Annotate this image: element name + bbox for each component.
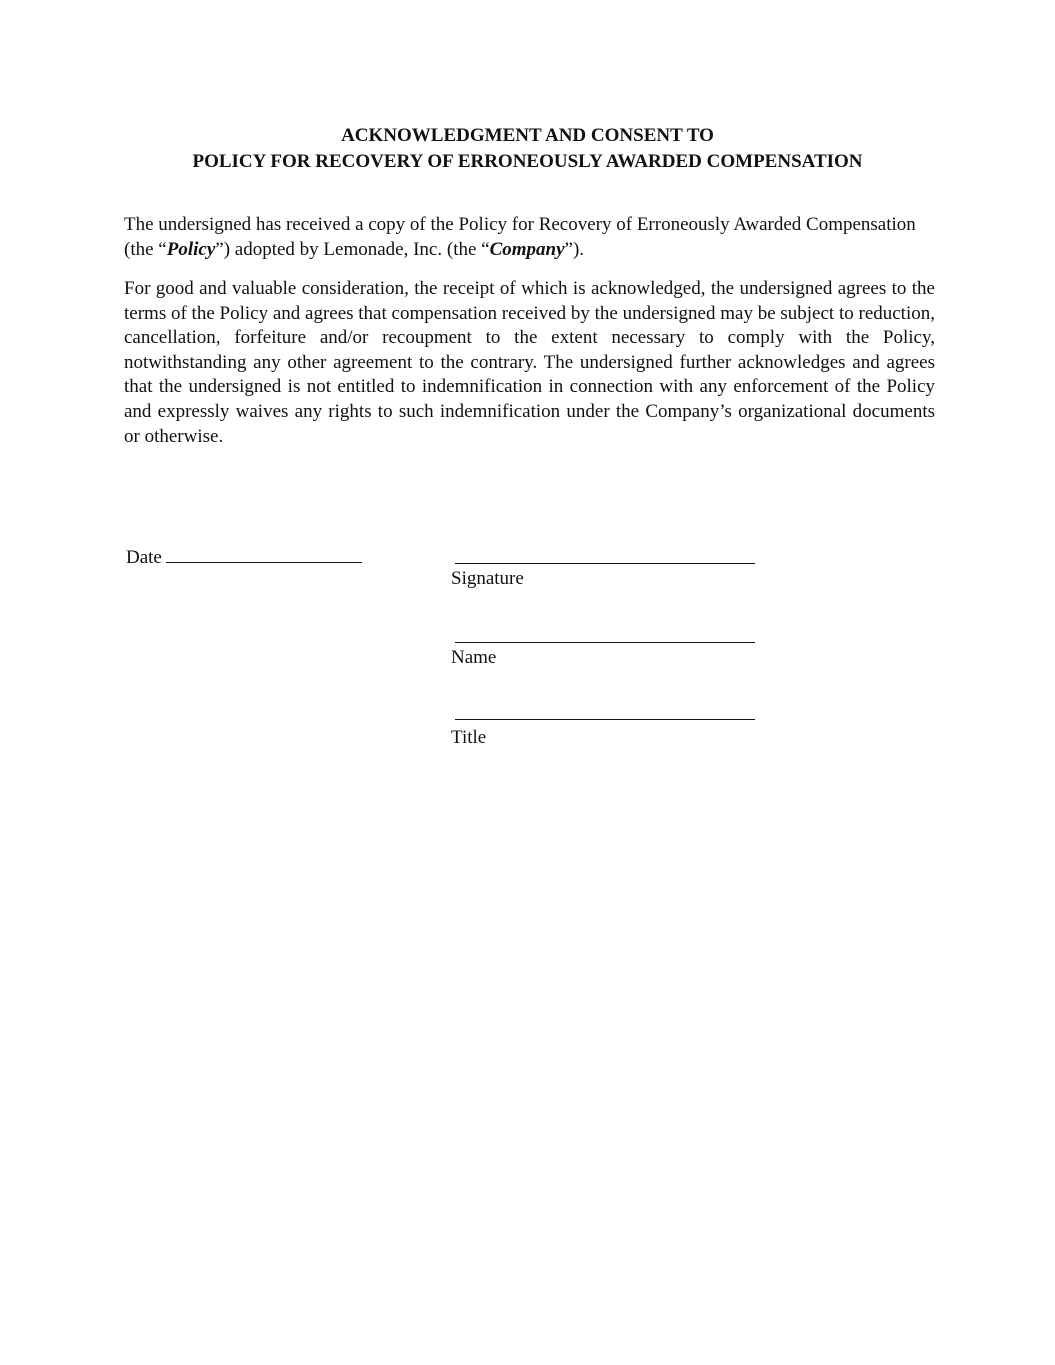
defined-term-policy: Policy	[166, 238, 216, 260]
title-line-2: POLICY FOR RECOVERY OF ERRONEOUSLY AWARDED COMPENSATION	[192, 151, 863, 172]
consent-text: For good and valuable consideration, the receipt of which is acknowledged, the undersigned agrees to the terms of the Policy and agrees that compensation received by the undersigned may be subject to reduction, cancellation, forfeiture and/or recoupment to the extent necessary to comply with the Policy, notwithstanding any other agreement to the contrary. The undersigned further acknowledges and agrees that the undersigned is not entitled to indemnification in connection with any enforcement of the Policy and expressly waives any rights to such indemnification under the Company’s organizational documents or otherwise.	[124, 278, 935, 447]
defined-term-company: Company	[489, 238, 565, 260]
consent-paragraph	[124, 277, 935, 449]
date-blank-line[interactable]	[166, 542, 362, 563]
name-blank-line[interactable]	[455, 642, 755, 643]
receipt-text-part-1: The undersigned has received a copy of the Policy for Recovery of Erroneously Awarded Compensation (the “	[124, 214, 916, 260]
receipt-text-part-2: ”) adopted by Lemonade, Inc. (the “	[215, 238, 490, 260]
signature-blank-line[interactable]	[455, 563, 755, 564]
name-label: Name	[451, 647, 497, 668]
date-label: Date	[126, 547, 162, 568]
date-field	[126, 542, 362, 570]
receipt-paragraph	[124, 213, 935, 262]
signature-label: Signature	[451, 568, 524, 589]
receipt-text-part-3: ”).	[564, 238, 585, 260]
title-line-1: ACKNOWLEDGMENT AND CONSENT TO	[341, 125, 714, 146]
title-blank-line[interactable]	[455, 719, 755, 720]
document-title	[0, 123, 1055, 175]
title-label: Title	[451, 727, 487, 748]
